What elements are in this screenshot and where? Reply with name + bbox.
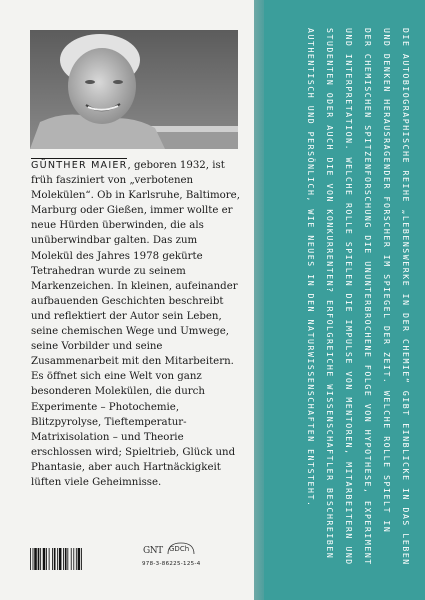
author-photo bbox=[30, 30, 238, 149]
spine-edge bbox=[254, 0, 264, 600]
series-line: DER CHEMISCHEN SPITZENFORSCHUNG DIE UNUNTERBROCHENE FOLGE VON HYPOTHESE, EXPERIMENT bbox=[363, 28, 374, 566]
series-line: STUDENTEN ODER AUCH DIE VON KONKURRENTEN? ERFOLGREICHE WISSENSCHAFTLER BESCHREIBEN bbox=[325, 28, 336, 560]
author-name: GÜNTHER MAIER bbox=[31, 160, 128, 171]
series-panel bbox=[264, 0, 425, 600]
series-line: DIE AUTOBIOGRAPHISCHE REIHE „LEBENSWERKE IN DER CHEMIE“ GIBT EINBLICKE IN DAS LEBEN bbox=[401, 28, 412, 566]
author-bio bbox=[31, 158, 241, 490]
series-line: UND DENKEN HERAUSRAGENDER FORSCHER IM SPIEGEL DER ZEIT. WELCHE ROLLE SPIELT IN bbox=[382, 28, 393, 534]
isbn: 978-3-86225-125-4 bbox=[142, 561, 201, 567]
series-line: AUTHENTISCH UND PERSÖNLICH, WIE NEUES IN DEN NATURWISSENSCHAFTEN ENTSTEHT. bbox=[306, 28, 317, 508]
gdch-logo bbox=[166, 541, 196, 557]
barcode bbox=[30, 548, 100, 570]
series-line: UND INTERPRETATION. WELCHE ROLLE SPIELEN DIE IMPULSE VON MENTOREN, MITARBEITERN UND bbox=[344, 28, 355, 566]
bio-text: , geboren 1932, ist früh fasziniert von „verbotenen Molekülen“. Ob in Karlsruhe, Baltimore, Marburg oder Gießen, immer wollte er neue Hürden überwinden, die als unüberwindbar galten. Das zum Molekül des Jahres 1978 gekürte Tetrahedran wurde zu seinem Markenzeichen. In kleinen, aufeinander aufbauenden Geschichten beschreibt und reflektiert der Autor sein Leben, seine chemischen Wege und Umwege, seine Vorbilder und seine Zusammenarbeit mit den Mitarbeitern. Es öffnet sich eine Welt von ganz besonderen Molekülen, die durch Experimente – Photochemie, Blitzpyrolyse, Tieftemperatur-Matrixisolation – und Theorie erschlossen wird; Spieltrieb, Glück und Phantasie, aber auch Hartnäckigkeit lüften viele Geheimnisse. bbox=[31, 160, 240, 488]
gnt-logo: GNT bbox=[143, 546, 163, 556]
gdch-logo-text: GDCh bbox=[169, 545, 190, 553]
